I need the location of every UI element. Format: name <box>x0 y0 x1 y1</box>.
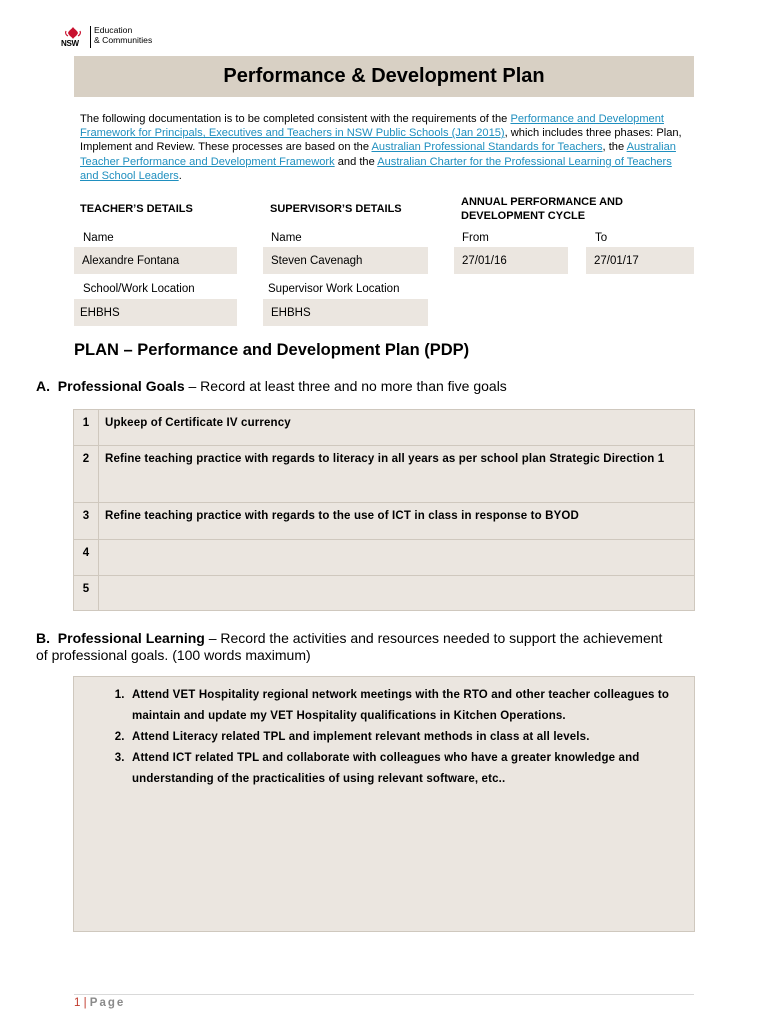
intro-paragraph: The following documentation is to be completed consistent with the requirements of the Performance and Development Framework for Principals, Executives and Teachers in NSW Public Schools (Jan 2015), which includes three phases: Plan, Implement and Review. These processes are based on the Australian Professional Standards for Teachers, the Australian Teacher Performance and Development Framework and the Australian Charter for the Professional Learning of Teachers and School Leaders. <box>80 113 682 182</box>
goal-text[interactable] <box>99 540 695 576</box>
goal-text[interactable] <box>99 576 695 611</box>
section-a-heading: A. Professional Goals – Record at least three and no more than five goals <box>36 378 507 394</box>
goal-text[interactable]: Refine teaching practice with regards to literacy in all years as per school plan Strategic Direction 1 <box>99 446 695 503</box>
link-professional-learning-charter[interactable]: Australian Charter for the Professional Learning of Teachers and School Leaders <box>80 155 672 182</box>
page-label: Page <box>89 997 126 1009</box>
teacher-details-heading: TEACHER’S DETAILS <box>80 203 193 215</box>
cycle-to-field[interactable]: 27/01/17 <box>586 247 694 274</box>
link-pd-framework-australia[interactable]: Australian Teacher Performance and Development Framework <box>80 141 676 168</box>
cycle-from-field[interactable]: 27/01/16 <box>454 247 568 274</box>
link-professional-standards[interactable]: Australian Professional Standards for Teachers <box>371 141 603 154</box>
goal-number: 4 <box>74 540 99 576</box>
section-b-heading: B. Professional Learning – Record the activities and resources needed to support the achievement of professional goals. (100 words maximum) <box>36 630 663 663</box>
from-label: From <box>462 232 489 244</box>
list-item: 1. Attend VET Hospitality regional network meetings with the RTO and other teacher colleagues to maintain and update my VET Hospitality qualifications in Kitchen Operations. <box>128 685 694 727</box>
waratah-icon <box>60 26 86 50</box>
supervisor-location-field[interactable]: EHBHS <box>263 299 428 326</box>
page-title: Performance & Development Plan <box>223 65 545 87</box>
teacher-name-label: Name <box>83 232 114 244</box>
list-item: 2. Attend Literacy related TPL and implement relevant methods in class at all levels. <box>128 727 694 748</box>
table-row <box>74 540 695 576</box>
link-pd-framework[interactable]: Performance and Development Framework for Principals, Executives and Teachers in NSW Public Schools (Jan 2015) <box>80 113 664 140</box>
supervisor-location-label: Supervisor Work Location <box>268 283 400 295</box>
plan-heading: PLAN – Performance and Development Plan (PDP) <box>74 341 470 359</box>
supervisor-details-heading: SUPERVISOR’S DETAILS <box>270 203 402 215</box>
goal-text[interactable]: Upkeep of Certificate IV currency <box>99 410 695 446</box>
logo-text: Education & Communities <box>90 26 152 48</box>
nsw-logo <box>60 26 152 54</box>
to-label: To <box>595 232 608 244</box>
table-row <box>74 503 695 540</box>
table-row <box>74 410 695 446</box>
logo-nsw-text: NSW <box>61 39 79 48</box>
goal-number: 1 <box>74 410 99 446</box>
goal-text[interactable]: Refine teaching practice with regards to the use of ICT in class in response to BYOD <box>99 503 695 540</box>
supervisor-name-field[interactable]: Steven Cavenagh <box>263 247 428 274</box>
teacher-name-field[interactable]: Alexandre Fontana <box>74 247 237 274</box>
cycle-heading: ANNUAL PERFORMANCE AND DEVELOPMENT CYCLE <box>461 196 623 222</box>
goal-number: 2 <box>74 446 99 503</box>
table-row <box>74 576 695 611</box>
table-row <box>74 446 695 503</box>
page-number: 1 <box>74 997 81 1009</box>
supervisor-name-label: Name <box>271 232 302 244</box>
list-item: 3. Attend ICT related TPL and collaborate with colleagues who have a greater knowledge and understanding of the practicalities of using relevant software, etc.. <box>128 748 694 790</box>
learning-list <box>74 685 694 790</box>
title-bar <box>74 56 694 97</box>
school-location-label: School/Work Location <box>83 283 195 295</box>
school-location-field[interactable]: EHBHS <box>74 299 237 326</box>
goals-table <box>73 409 695 611</box>
professional-learning-box[interactable] <box>73 676 695 932</box>
goal-number: 5 <box>74 576 99 611</box>
goal-number: 3 <box>74 503 99 540</box>
page-footer: 1 | Page <box>74 994 694 1009</box>
